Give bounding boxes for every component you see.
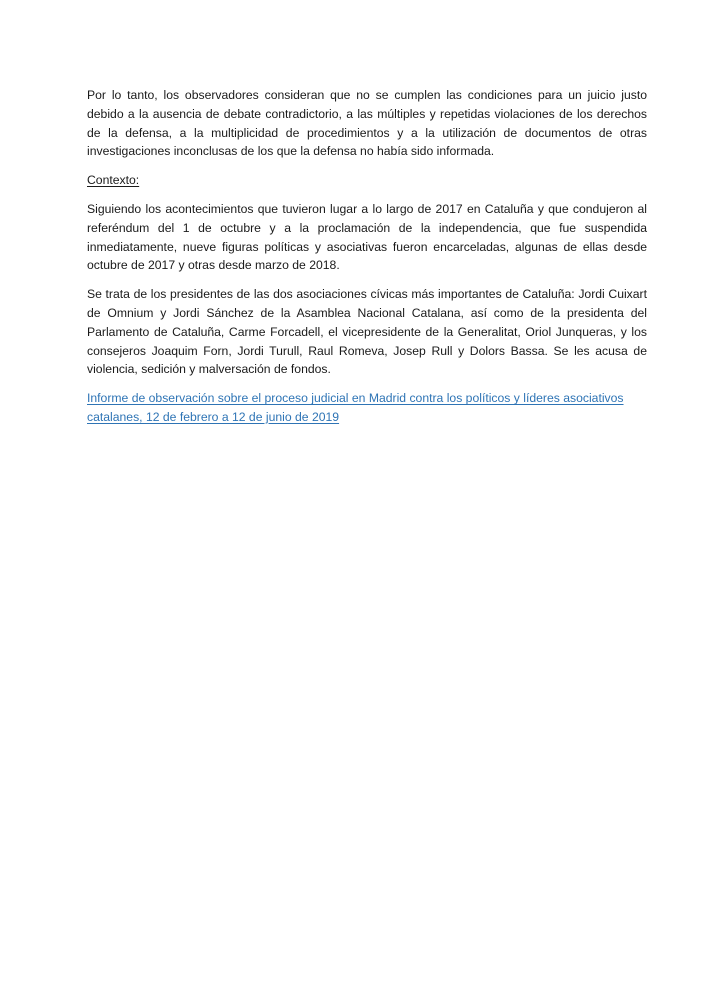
context-heading: Contexto:	[87, 173, 140, 188]
document-body	[87, 86, 647, 427]
report-link[interactable]: Informe de observación sobre el proceso judicial en Madrid contra los políticos y líderes asociativos catalanes, 12 de febrero a 12 de junio de 2019	[87, 391, 624, 424]
conclusion-paragraph: Por lo tanto, los observadores consideran que no se cumplen las condiciones para un juicio justo debido a la ausencia de debate contradictorio, a las múltiples y repetidas violaciones de los derechos de la defensa, a la multiplicidad de procedimientos y a la utilización de documentos de otras investigaciones inconclusas de los que la defensa no había sido informada.	[87, 88, 647, 159]
context-paragraph-defendants: Se trata de los presidentes de las dos asociaciones cívicas más importantes de Cataluña: Jordi Cuixart de Omnium y Jordi Sánchez de la Asamblea Nacional Catalana, así como de la presidenta del Parlamento de Cataluña, Carme Forcadell, el vicepresidente de la Generalitat, Oriol Junqueras, y los consejeros Joaquim Forn, Jordi Turull, Raul Romeva, Josep Rull y Dolors Bassa. Se les acusa de violencia, sedición y malversación de fondos.	[87, 287, 647, 377]
context-paragraph-events: Siguiendo los acontecimientos que tuvieron lugar a lo largo de 2017 en Cataluña y que condujeron al referéndum del 1 de octubre y a la proclamación de la independencia, que fue suspendida inmediatamente, nueve figuras políticas y asociativas fueron encarceladas, algunas de ellas desde octubre de 2017 y otras desde marzo de 2018.	[87, 201, 647, 273]
